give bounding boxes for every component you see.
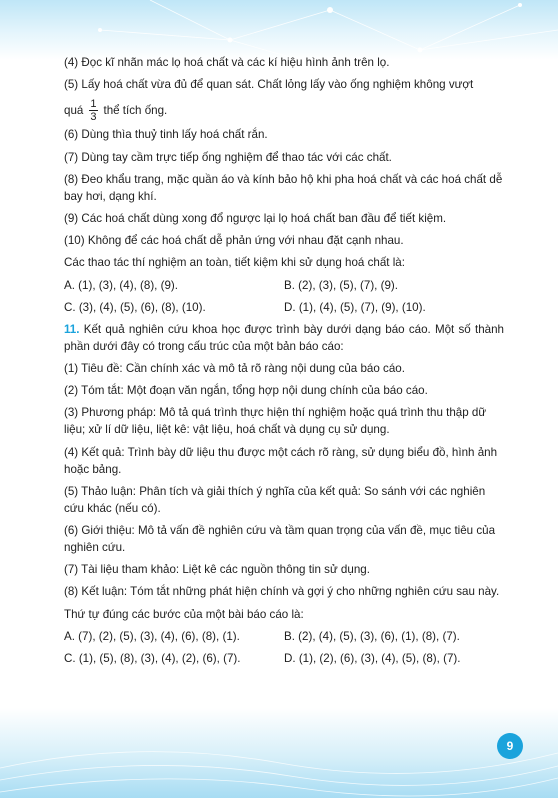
fraction-numerator: 1: [90, 98, 97, 111]
option-c: C. (3), (4), (5), (6), (8), (10).: [64, 300, 206, 314]
question-prompt: Thứ tự đúng các bước của một bài báo cáo là:: [64, 607, 304, 621]
list-item: (6) Dùng thìa thuỷ tinh lấy hoá chất rắn.: [64, 128, 268, 142]
list-item: (2) Tóm tắt: Một đoạn văn ngắn, tổng hợp nội dung chính của báo cáo.: [64, 384, 428, 398]
list-item: (5) Thảo luận: Phân tích và giải thích ý nghĩa của kết quả: So sánh với các nghiên cứu khác (nếu có).: [64, 484, 486, 515]
fraction-line: [64, 98, 504, 123]
option-b: B. (2), (3), (5), (7), (9).: [284, 278, 399, 292]
question-prompt: Các thao tác thí nghiệm an toàn, tiết kiệm khi sử dụng hoá chất là:: [64, 256, 405, 270]
list-item: (4) Đọc kĩ nhãn mác lọ hoá chất và các kí hiệu hình ảnh trên lọ.: [64, 56, 390, 69]
option-a: A. (7), (2), (5), (3), (4), (6), (8), (1).: [64, 629, 240, 643]
network-pattern-graphic: [0, 0, 558, 60]
list-item: (6) Giới thiệu: Mô tả vấn đề nghiên cứu và tầm quan trọng của vấn đề, mục tiêu của nghiên cứu.: [64, 524, 496, 554]
list-item: (8) Đeo khẩu trang, mặc quần áo và kính bảo hộ khi pha hoá chất và các hoá chất dễ bay hơi, dạng khí.: [64, 172, 503, 203]
options-row: [64, 277, 504, 294]
options-row: [64, 650, 504, 667]
list-item: (5) Lấy hoá chất vừa đủ để quan sát. Chất lỏng lấy vào ống nghiệm không vượt: [64, 78, 474, 92]
page-content: [64, 54, 504, 672]
top-decorative-banner: [0, 0, 558, 60]
question-stem: Kết quả nghiên cứu khoa học được trình bày dưới dạng báo cáo. Một số thành phần dưới đây có trong cấu trúc của một bản báo cáo:: [64, 322, 504, 353]
option-a: A. (1), (3), (4), (8), (9).: [64, 278, 179, 292]
list-item: (10) Không để các hoá chất dễ phản ứng với nhau đặt cạnh nhau.: [64, 234, 404, 248]
fraction-suffix: thể tích ống.: [103, 104, 168, 118]
fraction-prefix: quá: [64, 104, 84, 118]
option-c: C. (1), (5), (8), (3), (4), (2), (6), (7).: [64, 651, 241, 665]
option-d: D. (1), (4), (5), (7), (9), (10).: [284, 300, 426, 314]
list-item: (8) Kết luận: Tóm tắt những phát hiện chính và gợi ý cho những nghiên cứu sau này.: [64, 585, 500, 599]
list-item: (3) Phương pháp: Mô tả quá trình thực hiện thí nghiệm hoặc quá trình thu thập dữ liệu; xử lí dữ liệu, liệt kê: vật liệu, hoá chất và dụng cụ sử dụng.: [64, 406, 487, 437]
fraction: [88, 98, 98, 123]
option-b: B. (2), (4), (5), (3), (6), (1), (8), (7).: [284, 629, 460, 643]
list-item: (7) Dùng tay cầm trực tiếp ống nghiệm để thao tác với các chất.: [64, 150, 392, 164]
list-item: (7) Tài liệu tham khảo: Liệt kê các nguồn thông tin sử dụng.: [64, 563, 370, 577]
list-item: (1) Tiêu đề: Cần chính xác và mô tả rõ ràng nội dung của báo cáo.: [64, 362, 405, 376]
question-number: 11.: [64, 322, 80, 336]
fraction-denominator: 3: [90, 111, 97, 124]
options-row: [64, 299, 504, 316]
wave-pattern-graphic: [0, 708, 558, 798]
question-11: [64, 321, 504, 355]
bottom-decorative-banner: [0, 708, 558, 798]
list-item: (4) Kết quả: Trình bày dữ liệu thu được một cách rõ ràng, sử dụng biểu đồ, hình ảnh hoặc bảng.: [64, 445, 498, 476]
list-item: (9) Các hoá chất dùng xong đổ ngược lại lọ hoá chất ban đầu để tiết kiệm.: [64, 211, 447, 225]
options-row: [64, 628, 504, 645]
page-number-badge: 9: [497, 733, 523, 759]
option-d: D. (1), (2), (6), (3), (4), (5), (8), (7).: [284, 651, 461, 665]
